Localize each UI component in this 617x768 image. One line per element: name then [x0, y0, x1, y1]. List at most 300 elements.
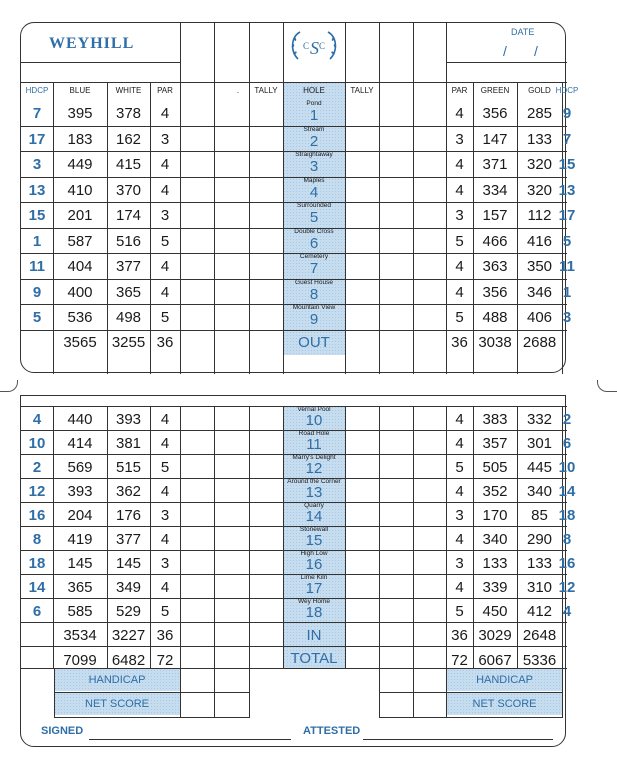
score-entry-cell-hole-15-3[interactable] [249, 526, 283, 550]
score-entry-cell-hole-3-1[interactable] [180, 151, 214, 177]
score-entry-cell-hole-10-5[interactable] [379, 406, 413, 430]
white-yardage-hole-13: 362 [115, 483, 142, 500]
course-name: WEYHILL [49, 35, 135, 52]
handicap-label-left: HANDICAP [54, 669, 180, 691]
gold-yardage-hole-3: 320 [526, 156, 553, 173]
score-entry-cell-hole-5-1[interactable] [180, 202, 214, 228]
white-yardage-hole-5: 174 [115, 207, 142, 224]
out-label: OUT [298, 334, 330, 351]
score-entry-cell-hole-2-6[interactable] [413, 126, 446, 152]
score-entry-cell-hole-13-4[interactable] [345, 478, 379, 502]
blue-yardage-hole-16: 145 [67, 555, 93, 572]
hole-number-3: 3 [309, 158, 319, 175]
white-yardage-hole-6: 516 [115, 232, 142, 250]
hdcp-right-hole-12: 10 [558, 459, 576, 476]
hdcp-right-hole-8: 1 [562, 283, 572, 301]
score-entry-cell-hole-8-1[interactable] [180, 279, 214, 305]
par-right-hole-13: 4 [455, 483, 464, 500]
score-entry-cell-hole-13-2[interactable] [214, 478, 249, 502]
score-entry-cell-hole-9-3[interactable] [249, 304, 283, 330]
par-right-hole-17: 4 [455, 579, 464, 596]
hole-name-12: Marry's Delight [292, 454, 336, 461]
hole-name-14: Quarry [304, 502, 324, 509]
score-entry-cell-hole-17-3[interactable] [249, 574, 283, 598]
score-entry-cell-hole-2-4[interactable] [345, 126, 379, 152]
green-yardage-hole-8: 356 [482, 283, 508, 301]
white-yardage-hole-7: 377 [115, 258, 142, 275]
score-entry-cell-hole-7-2[interactable] [214, 253, 249, 279]
score-entry-cell-hole-17-5[interactable] [379, 574, 413, 598]
gold-yardage-hole-18: 412 [526, 603, 553, 620]
score-entry-cell-hole-8-3[interactable] [249, 279, 283, 305]
score-entry-cell-hole-3-4[interactable] [345, 151, 379, 177]
par-left-hole-9: 5 [160, 309, 170, 326]
score-entry-cell-hole-3-6[interactable] [413, 151, 446, 177]
score-entry-cell-hole-10-6[interactable] [413, 406, 446, 430]
score-entry-cell-hole-4-3[interactable] [249, 177, 283, 203]
hdcp-right-hole-4: 13 [558, 181, 576, 199]
par-left-hole-2: 3 [160, 130, 170, 148]
header-hdcp-right: HDCP [555, 86, 579, 95]
score-entry-cell-hole-16-5[interactable] [379, 550, 413, 574]
green-yardage-hole-14: 170 [482, 507, 508, 524]
hole-number-8: 8 [309, 285, 319, 303]
hdcp-left-hole-7: 11 [29, 258, 45, 275]
hole-number-5: 5 [309, 209, 319, 226]
score-entry-cell-hole-3-3[interactable] [249, 151, 283, 177]
score-entry-cell-hole-6-1[interactable] [180, 228, 214, 254]
par-left-hole-13: 4 [160, 483, 170, 500]
handicap-label-right: HANDICAP [447, 669, 562, 691]
score-entry-cell-hole-1-1[interactable] [180, 100, 214, 126]
hole-number-6: 6 [309, 234, 319, 252]
score-entry-cell-hole-9-4[interactable] [345, 304, 379, 330]
hdcp-left-hole-12: 2 [32, 459, 42, 476]
score-entry-cell-hole-14-4[interactable] [345, 502, 379, 526]
score-entry-cell-hole-16-2[interactable] [214, 550, 249, 574]
green-yardage-hole-4: 334 [482, 181, 508, 199]
score-entry-cell-hole-16-3[interactable] [249, 550, 283, 574]
score-entry-cell-hole-18-5[interactable] [379, 598, 413, 622]
score-entry-cell-hole-1-5[interactable] [379, 100, 413, 126]
par-right-hole-14: 3 [455, 507, 464, 524]
header-gold: GOLD [528, 86, 551, 95]
blue-yardage-hole-7: 404 [67, 258, 93, 275]
hdcp-right-hole-16: 16 [558, 555, 576, 572]
hole-name-7: Cemetery [299, 253, 329, 260]
white-yardage-hole-14: 176 [115, 507, 142, 524]
gold-yardage-hole-12: 445 [526, 459, 553, 476]
score-entry-cell-hole-12-6[interactable] [413, 454, 446, 478]
green-yardage-hole-13: 352 [482, 483, 508, 500]
score-entry-cell-hole-6-4[interactable] [345, 228, 379, 254]
hdcp-right-hole-5: 17 [558, 207, 576, 224]
score-entry-cell-hole-16-1[interactable] [180, 550, 214, 574]
in-white: 3227 [111, 627, 146, 644]
signed-line[interactable] [89, 739, 291, 740]
hole-number-9: 9 [309, 311, 319, 328]
score-entry-cell-hole-5-5[interactable] [379, 202, 413, 228]
hole-number-12: 12 [305, 460, 323, 477]
score-entry-cell-hole-6-2[interactable] [214, 228, 249, 254]
par-right-hole-1: 4 [455, 105, 464, 122]
hdcp-right-hole-2: 7 [562, 130, 572, 148]
hole-number-11: 11 [306, 436, 322, 453]
par-right-hole-7: 4 [455, 258, 464, 275]
score-entry-cell-hole-15-4[interactable] [345, 526, 379, 550]
score-entry-cell-hole-12-5[interactable] [379, 454, 413, 478]
hdcp-left-hole-3: 3 [32, 156, 42, 173]
hdcp-right-hole-6: 5 [562, 232, 572, 250]
par-right-hole-4: 4 [455, 181, 464, 199]
hole-name-6: Double Cross [294, 227, 334, 235]
header-hole: HOLE [303, 86, 325, 95]
score-entry-cell-hole-10-2[interactable] [214, 406, 249, 430]
blue-yardage-hole-3: 449 [67, 156, 93, 173]
hole-name-5: Surrounded [297, 202, 331, 209]
par-left-hole-10: 4 [160, 411, 170, 428]
hole-number-2: 2 [309, 132, 319, 150]
score-entry-cell-hole-13-6[interactable] [413, 478, 446, 502]
green-yardage-hole-18: 450 [482, 603, 508, 620]
par-right-hole-2: 3 [455, 130, 464, 148]
score-entry-cell-hole-18-1[interactable] [180, 598, 214, 622]
score-entry-cell-hole-17-1[interactable] [180, 574, 214, 598]
hole-name-1: Pond [306, 100, 322, 107]
par-right-hole-10: 4 [455, 411, 464, 428]
score-entry-cell-hole-1-4[interactable] [345, 100, 379, 126]
score-entry-cell-hole-9-6[interactable] [413, 304, 446, 330]
score-entry-cell-hole-2-5[interactable] [379, 126, 413, 152]
hdcp-left-hole-2: 17 [28, 130, 46, 148]
hole-number-14: 14 [305, 508, 323, 525]
blue-yardage-hole-6: 587 [67, 232, 93, 250]
par-left-hole-16: 3 [160, 555, 170, 572]
green-yardage-hole-1: 356 [482, 105, 508, 122]
hole-name-15: Stonewall [299, 526, 329, 533]
green-yardage-hole-5: 157 [482, 207, 508, 224]
score-entry-cell-hole-14-3[interactable] [249, 502, 283, 526]
hole-number-17: 17 [305, 580, 323, 597]
score-entry-cell-hole-3-2[interactable] [214, 151, 249, 177]
par-right-hole-6: 5 [455, 232, 464, 250]
score-entry-cell-hole-4-6[interactable] [413, 177, 446, 203]
score-entry-cell-hole-11-1[interactable] [180, 430, 214, 454]
hdcp-right-hole-14: 18 [558, 507, 576, 524]
in-par: 36 [156, 627, 174, 644]
score-entry-cell-hole-17-6[interactable] [413, 574, 446, 598]
blue-yardage-hole-18: 585 [67, 603, 93, 620]
score-entry-cell-hole-15-1[interactable] [180, 526, 214, 550]
gold-yardage-hole-13: 340 [526, 483, 553, 500]
out-gold: 2688 [522, 334, 557, 351]
green-yardage-hole-12: 505 [482, 459, 508, 476]
club-logo-icon [288, 27, 340, 67]
hdcp-right-hole-10: 2 [562, 411, 572, 428]
par-left-hole-11: 4 [160, 435, 170, 452]
par-left-hole-6: 5 [160, 232, 170, 250]
score-entry-cell-hole-6-6[interactable] [413, 228, 446, 254]
par-left-hole-3: 4 [160, 156, 170, 173]
score-entry-cell-hole-8-2[interactable] [214, 279, 249, 305]
score-entry-cell-hole-8-4[interactable] [345, 279, 379, 305]
hdcp-left-hole-8: 9 [32, 283, 42, 301]
green-yardage-hole-9: 488 [482, 309, 508, 326]
score-entry-cell-hole-15-5[interactable] [379, 526, 413, 550]
total-white: 6482 [111, 652, 146, 669]
score-entry-cell-hole-15-6[interactable] [413, 526, 446, 550]
par-left-hole-4: 4 [160, 181, 170, 199]
score-entry-cell-hole-12-1[interactable] [180, 454, 214, 478]
score-entry-cell-hole-11-5[interactable] [379, 430, 413, 454]
hdcp-right-hole-3: 15 [558, 156, 576, 173]
hdcp-left-hole-15: 8 [32, 531, 42, 548]
hdcp-right-hole-9: 3 [562, 309, 572, 326]
score-entry-cell-hole-10-3[interactable] [249, 406, 283, 430]
score-entry-cell-hole-8-6[interactable] [413, 279, 446, 305]
score-entry-cell-hole-9-1[interactable] [180, 304, 214, 330]
score-entry-cell-hole-11-4[interactable] [345, 430, 379, 454]
gold-yardage-hole-6: 416 [526, 232, 553, 250]
score-entry-cell-hole-7-3[interactable] [249, 253, 283, 279]
score-entry-cell-hole-1-6[interactable] [413, 100, 446, 126]
hdcp-left-hole-6: 1 [32, 232, 42, 250]
net-score-label-right: NET SCORE [447, 693, 562, 715]
hdcp-right-hole-11: 6 [562, 435, 572, 452]
green-yardage-hole-10: 383 [482, 411, 508, 428]
hole-name-13: Around the Corner [287, 478, 341, 485]
attested-line[interactable] [363, 739, 553, 740]
score-entry-cell-hole-4-5[interactable] [379, 177, 413, 203]
header-hdcp-left: HDCP [25, 86, 49, 95]
out-par: 36 [156, 334, 174, 351]
white-yardage-hole-1: 378 [115, 105, 142, 122]
hdcp-left-hole-18: 6 [32, 603, 42, 620]
score-entry-cell-hole-16-4[interactable] [345, 550, 379, 574]
score-entry-cell-hole-10-4[interactable] [345, 406, 379, 430]
par-left-hole-12: 5 [160, 459, 170, 476]
score-entry-cell-hole-10-1[interactable] [180, 406, 214, 430]
blue-yardage-hole-11: 414 [67, 435, 93, 452]
score-entry-cell-hole-13-1[interactable] [180, 478, 214, 502]
par-right-hole-15: 4 [455, 531, 464, 548]
score-entry-cell-hole-18-4[interactable] [345, 598, 379, 622]
score-entry-cell-hole-18-2[interactable] [214, 598, 249, 622]
blue-yardage-hole-15: 419 [67, 531, 93, 548]
par-right-hole-11: 4 [455, 435, 464, 452]
score-entry-cell-hole-9-2[interactable] [214, 304, 249, 330]
in-par-right: 36 [451, 627, 468, 644]
par-right-hole-18: 5 [455, 603, 464, 620]
green-yardage-hole-7: 363 [482, 258, 508, 275]
in-label: IN [306, 627, 322, 644]
gold-yardage-hole-8: 346 [526, 283, 553, 301]
score-entry-cell-hole-14-1[interactable] [180, 502, 214, 526]
score-entry-cell-hole-18-6[interactable] [413, 598, 446, 622]
hole-name-16: High Low [300, 550, 328, 557]
white-yardage-hole-4: 370 [115, 181, 142, 199]
score-entry-cell-hole-9-5[interactable] [379, 304, 413, 330]
out-white: 3255 [111, 334, 146, 351]
score-entry-cell-hole-13-3[interactable] [249, 478, 283, 502]
score-entry-cell-hole-6-5[interactable] [379, 228, 413, 254]
score-entry-cell-hole-7-4[interactable] [345, 253, 379, 279]
green-yardage-hole-11: 357 [482, 435, 508, 452]
score-entry-cell-hole-12-3[interactable] [249, 454, 283, 478]
score-entry-cell-hole-16-6[interactable] [413, 550, 446, 574]
score-entry-cell-hole-12-2[interactable] [214, 454, 249, 478]
gold-yardage-hole-15: 290 [526, 531, 553, 548]
out-par-right: 36 [451, 334, 468, 351]
score-entry-cell-hole-1-3[interactable] [249, 100, 283, 126]
hdcp-right-hole-18: 4 [562, 603, 572, 620]
date-slash-2: / [534, 43, 538, 59]
gold-yardage-hole-7: 350 [526, 258, 553, 275]
hdcp-right-hole-17: 12 [558, 579, 576, 596]
white-yardage-hole-3: 415 [115, 156, 142, 173]
score-entry-cell-hole-8-5[interactable] [379, 279, 413, 305]
blue-yardage-hole-13: 393 [67, 483, 93, 500]
total-label: TOTAL [290, 650, 338, 667]
total-par-right: 72 [451, 652, 468, 669]
hdcp-right-hole-13: 14 [558, 483, 576, 500]
score-entry-cell-hole-14-5[interactable] [379, 502, 413, 526]
blue-yardage-hole-9: 536 [67, 309, 93, 326]
score-entry-cell-hole-18-3[interactable] [249, 598, 283, 622]
green-yardage-hole-2: 147 [482, 130, 508, 148]
gold-yardage-hole-14: 85 [531, 507, 548, 524]
score-entry-cell-hole-7-6[interactable] [413, 253, 446, 279]
blue-yardage-hole-14: 204 [67, 507, 93, 524]
header-dot: . [236, 86, 240, 95]
hdcp-right-hole-7: 11 [559, 258, 575, 275]
score-entry-cell-hole-12-4[interactable] [345, 454, 379, 478]
blue-yardage-hole-2: 183 [67, 130, 93, 148]
total-par: 72 [156, 652, 174, 669]
score-entry-cell-hole-2-1[interactable] [180, 126, 214, 152]
par-right-hole-9: 5 [455, 309, 464, 326]
hole-number-4: 4 [309, 183, 319, 201]
score-entry-cell-hole-4-4[interactable] [345, 177, 379, 203]
gold-yardage-hole-5: 112 [527, 207, 552, 224]
hdcp-left-hole-10: 4 [32, 411, 42, 428]
hdcp-left-hole-14: 16 [28, 507, 46, 524]
score-entry-cell-hole-4-1[interactable] [180, 177, 214, 203]
score-entry-cell-hole-4-2[interactable] [214, 177, 249, 203]
score-entry-cell-hole-5-4[interactable] [345, 202, 379, 228]
hole-name-17: Lime Kiln [300, 574, 328, 581]
green-yardage-hole-15: 340 [482, 531, 508, 548]
header-tally-right: TALLY [350, 86, 374, 95]
score-entry-cell-hole-6-3[interactable] [249, 228, 283, 254]
header-tally-left: TALLY [254, 86, 278, 95]
par-left-hole-17: 4 [160, 579, 170, 596]
white-yardage-hole-15: 377 [115, 531, 142, 548]
gold-yardage-hole-1: 285 [526, 105, 553, 122]
white-yardage-hole-2: 162 [115, 130, 142, 148]
score-entry-cell-hole-5-6[interactable] [413, 202, 446, 228]
score-entry-cell-hole-2-3[interactable] [249, 126, 283, 152]
score-entry-cell-hole-14-6[interactable] [413, 502, 446, 526]
white-yardage-hole-17: 349 [115, 579, 142, 596]
hole-name-2: Stream [303, 125, 325, 133]
score-entry-cell-hole-14-2[interactable] [214, 502, 249, 526]
header-green: GREEN [480, 86, 510, 95]
header-par-right: PAR [451, 86, 468, 95]
hole-number-15: 15 [305, 532, 323, 549]
par-right-hole-3: 4 [455, 156, 464, 173]
score-entry-cell-hole-7-1[interactable] [180, 253, 214, 279]
hole-name-8: Guest House [295, 278, 333, 286]
score-entry-cell-hole-1-2[interactable] [214, 100, 249, 126]
par-left-hole-18: 5 [160, 603, 170, 620]
total-green: 6067 [478, 652, 512, 669]
score-entry-cell-hole-17-2[interactable] [214, 574, 249, 598]
hdcp-right-hole-15: 8 [562, 531, 572, 548]
gold-yardage-hole-9: 406 [526, 309, 553, 326]
attested-label: ATTESTED [303, 725, 361, 737]
total-gold: 5336 [522, 652, 557, 669]
date-slash-1: / [503, 43, 507, 59]
hdcp-left-hole-17: 14 [28, 579, 46, 596]
card-fold [0, 380, 617, 392]
gold-yardage-hole-2: 133 [526, 130, 553, 148]
hole-number-13: 13 [305, 484, 323, 501]
header-white: WHITE [115, 86, 142, 95]
white-yardage-hole-9: 498 [115, 309, 142, 326]
par-left-hole-5: 3 [160, 207, 170, 224]
par-right-hole-8: 4 [455, 283, 464, 301]
net-score-label-left: NET SCORE [54, 693, 180, 715]
gold-yardage-hole-4: 320 [526, 181, 553, 199]
green-yardage-hole-17: 339 [482, 579, 508, 596]
hdcp-left-hole-1: 7 [32, 105, 42, 122]
score-entry-cell-hole-13-5[interactable] [379, 478, 413, 502]
white-yardage-hole-11: 381 [115, 435, 142, 452]
score-entry-cell-hole-11-2[interactable] [214, 430, 249, 454]
score-entry-cell-hole-3-5[interactable] [379, 151, 413, 177]
score-entry-cell-hole-15-2[interactable] [214, 526, 249, 550]
hole-name-11: Road Hole [298, 430, 330, 437]
white-yardage-hole-12: 515 [115, 459, 142, 476]
score-entry-cell-hole-11-6[interactable] [413, 430, 446, 454]
logo-letter-right: C [319, 41, 326, 51]
gold-yardage-hole-10: 332 [526, 411, 553, 428]
hdcp-left-hole-11: 10 [28, 435, 46, 452]
scorecard-front [20, 22, 579, 373]
white-yardage-hole-10: 393 [115, 411, 142, 428]
hdcp-left-hole-13: 12 [28, 483, 46, 500]
score-entry-cell-hole-5-3[interactable] [249, 202, 283, 228]
hole-name-9: Mountain View [292, 304, 336, 311]
score-entry-cell-hole-5-2[interactable] [214, 202, 249, 228]
green-yardage-hole-6: 466 [482, 232, 508, 250]
hole-name-3: Straightaway [295, 151, 333, 158]
par-left-hole-15: 4 [160, 531, 170, 548]
par-left-hole-14: 3 [160, 507, 170, 524]
score-entry-cell-hole-2-2[interactable] [214, 126, 249, 152]
hdcp-right-hole-1: 9 [562, 105, 572, 122]
blue-yardage-hole-10: 440 [67, 411, 93, 428]
white-yardage-hole-16: 145 [115, 555, 142, 572]
in-blue: 3534 [63, 627, 97, 644]
date-label: DATE [511, 27, 535, 37]
blue-yardage-hole-17: 365 [67, 579, 93, 596]
score-entry-cell-hole-7-5[interactable] [379, 253, 413, 279]
par-left-hole-1: 4 [160, 105, 170, 122]
score-entry-cell-hole-17-4[interactable] [345, 574, 379, 598]
score-entry-cell-hole-11-3[interactable] [249, 430, 283, 454]
